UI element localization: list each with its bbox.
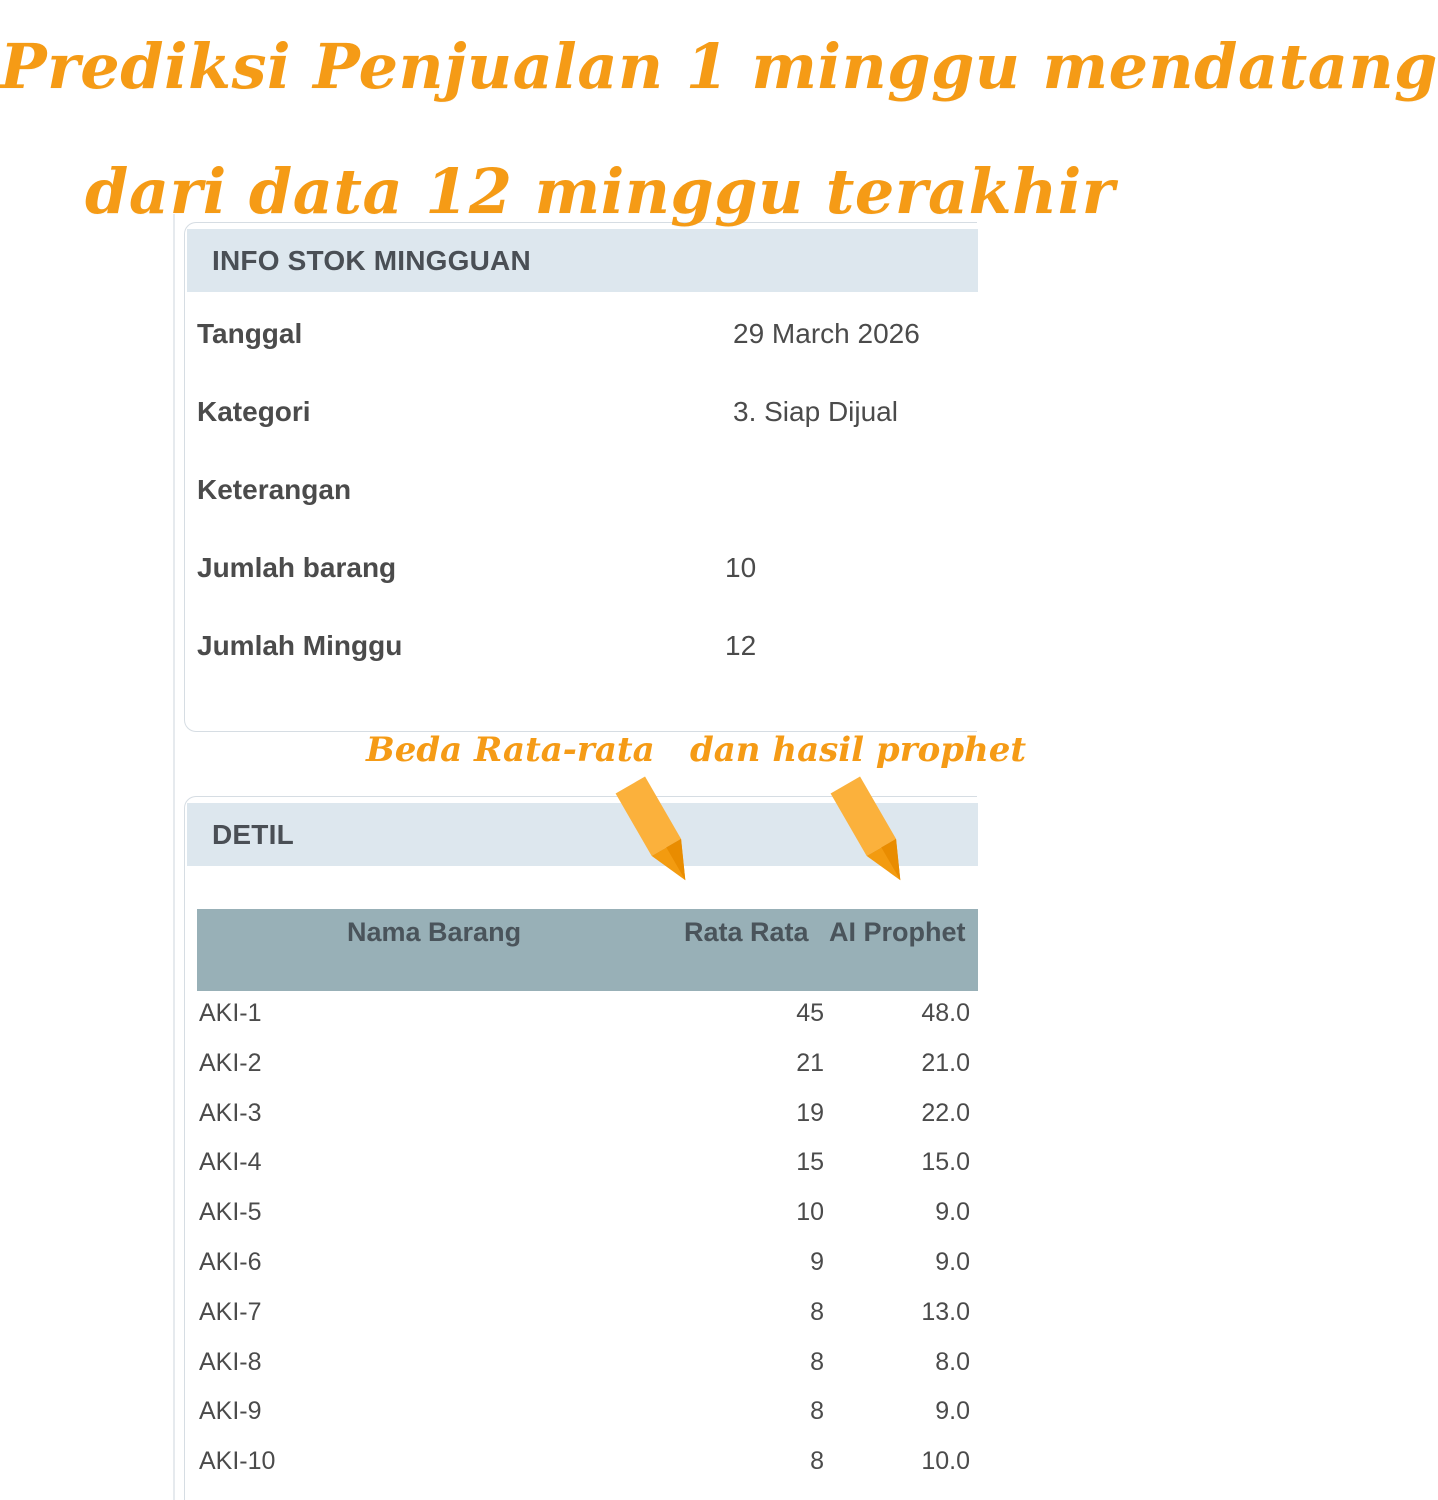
cell-rata-rata: 10 — [796, 1198, 824, 1227]
cell-rata-rata: 19 — [796, 1098, 824, 1127]
cell-ai-prophet: 22.0 — [921, 1098, 970, 1127]
cell-nama-barang: AKI-3 — [199, 1098, 262, 1127]
table-row — [197, 1389, 978, 1439]
cell-nama-barang: AKI-2 — [199, 1048, 262, 1077]
cell-ai-prophet: 8.0 — [935, 1347, 970, 1376]
cell-rata-rata: 8 — [810, 1297, 824, 1326]
annotation-title-line-1: Prediksi Penjualan 1 minggu mendatang — [0, 30, 1438, 103]
cell-ai-prophet: 10.0 — [921, 1447, 970, 1476]
table-row — [197, 1439, 978, 1489]
info-label: Kategori — [197, 396, 311, 427]
detail-header: DETIL — [187, 803, 978, 866]
cell-rata-rata: 45 — [796, 999, 824, 1027]
info-stok-header: INFO STOK MINGGUAN — [187, 229, 978, 292]
info-row-keterangan — [197, 466, 967, 514]
annotation-note-left: Beda Rata-rata — [366, 730, 655, 770]
cell-nama-barang: AKI-7 — [199, 1297, 262, 1326]
cell-ai-prophet: 48.0 — [921, 999, 970, 1027]
table-row — [197, 1190, 978, 1240]
table-row — [197, 991, 978, 1041]
cell-rata-rata: 21 — [796, 1048, 824, 1077]
left-page-rule — [173, 214, 175, 1500]
cell-ai-prophet: 21.0 — [921, 1048, 970, 1077]
info-row-jumlah-barang — [197, 544, 967, 592]
table-header — [197, 909, 978, 991]
info-label: Jumlah Minggu — [197, 630, 403, 661]
info-value: 12 — [725, 630, 757, 661]
cell-rata-rata: 8 — [810, 1347, 824, 1376]
cell-ai-prophet: 13.0 — [921, 1297, 970, 1326]
table-row — [197, 1140, 978, 1190]
column-header-ai-prophet[interactable]: AI Prophet — [829, 917, 966, 947]
info-label: Tanggal — [197, 318, 303, 349]
cell-nama-barang: AKI-4 — [199, 1148, 262, 1177]
table-row — [197, 1041, 978, 1091]
cell-ai-prophet: 15.0 — [921, 1148, 970, 1177]
cell-nama-barang: AKI-8 — [199, 1347, 262, 1376]
cell-rata-rata: 9 — [810, 1247, 824, 1276]
info-value: 29 March 2026 — [733, 318, 920, 349]
column-header-rata-rata[interactable]: Rata Rata — [684, 917, 809, 947]
table-row — [197, 1091, 978, 1141]
info-row-jumlah-minggu — [197, 622, 967, 670]
cell-nama-barang: AKI-5 — [199, 1198, 262, 1227]
detail-panel — [184, 796, 977, 1500]
info-stok-panel — [184, 222, 977, 732]
cell-ai-prophet: 9.0 — [935, 1247, 970, 1276]
cell-rata-rata: 15 — [796, 1148, 824, 1177]
cell-rata-rata: 8 — [810, 1447, 824, 1476]
cell-nama-barang: AKI-10 — [199, 1447, 276, 1476]
detail-table — [197, 909, 978, 1489]
info-row-kategori — [197, 388, 967, 436]
cell-rata-rata: 8 — [810, 1397, 824, 1426]
column-header-nama-barang[interactable]: Nama Barang — [347, 917, 522, 947]
info-label: Jumlah barang — [197, 552, 397, 583]
cell-nama-barang: AKI-1 — [199, 999, 262, 1027]
cell-nama-barang: AKI-6 — [199, 1247, 262, 1276]
info-row-tanggal — [197, 310, 967, 358]
table-row — [197, 1290, 978, 1340]
cell-nama-barang: AKI-9 — [199, 1397, 262, 1426]
annotation-note-right: dan hasil prophet — [690, 730, 1027, 770]
cell-ai-prophet: 9.0 — [935, 1397, 970, 1426]
table-row — [197, 1340, 978, 1390]
table-row — [197, 1240, 978, 1290]
info-value: 10 — [725, 552, 757, 583]
annotation-title-line-2: dari data 12 minggu terakhir — [85, 155, 1115, 228]
info-value: 3. Siap Dijual — [733, 396, 898, 427]
cell-ai-prophet: 9.0 — [935, 1198, 970, 1227]
info-label: Keterangan — [197, 474, 352, 505]
